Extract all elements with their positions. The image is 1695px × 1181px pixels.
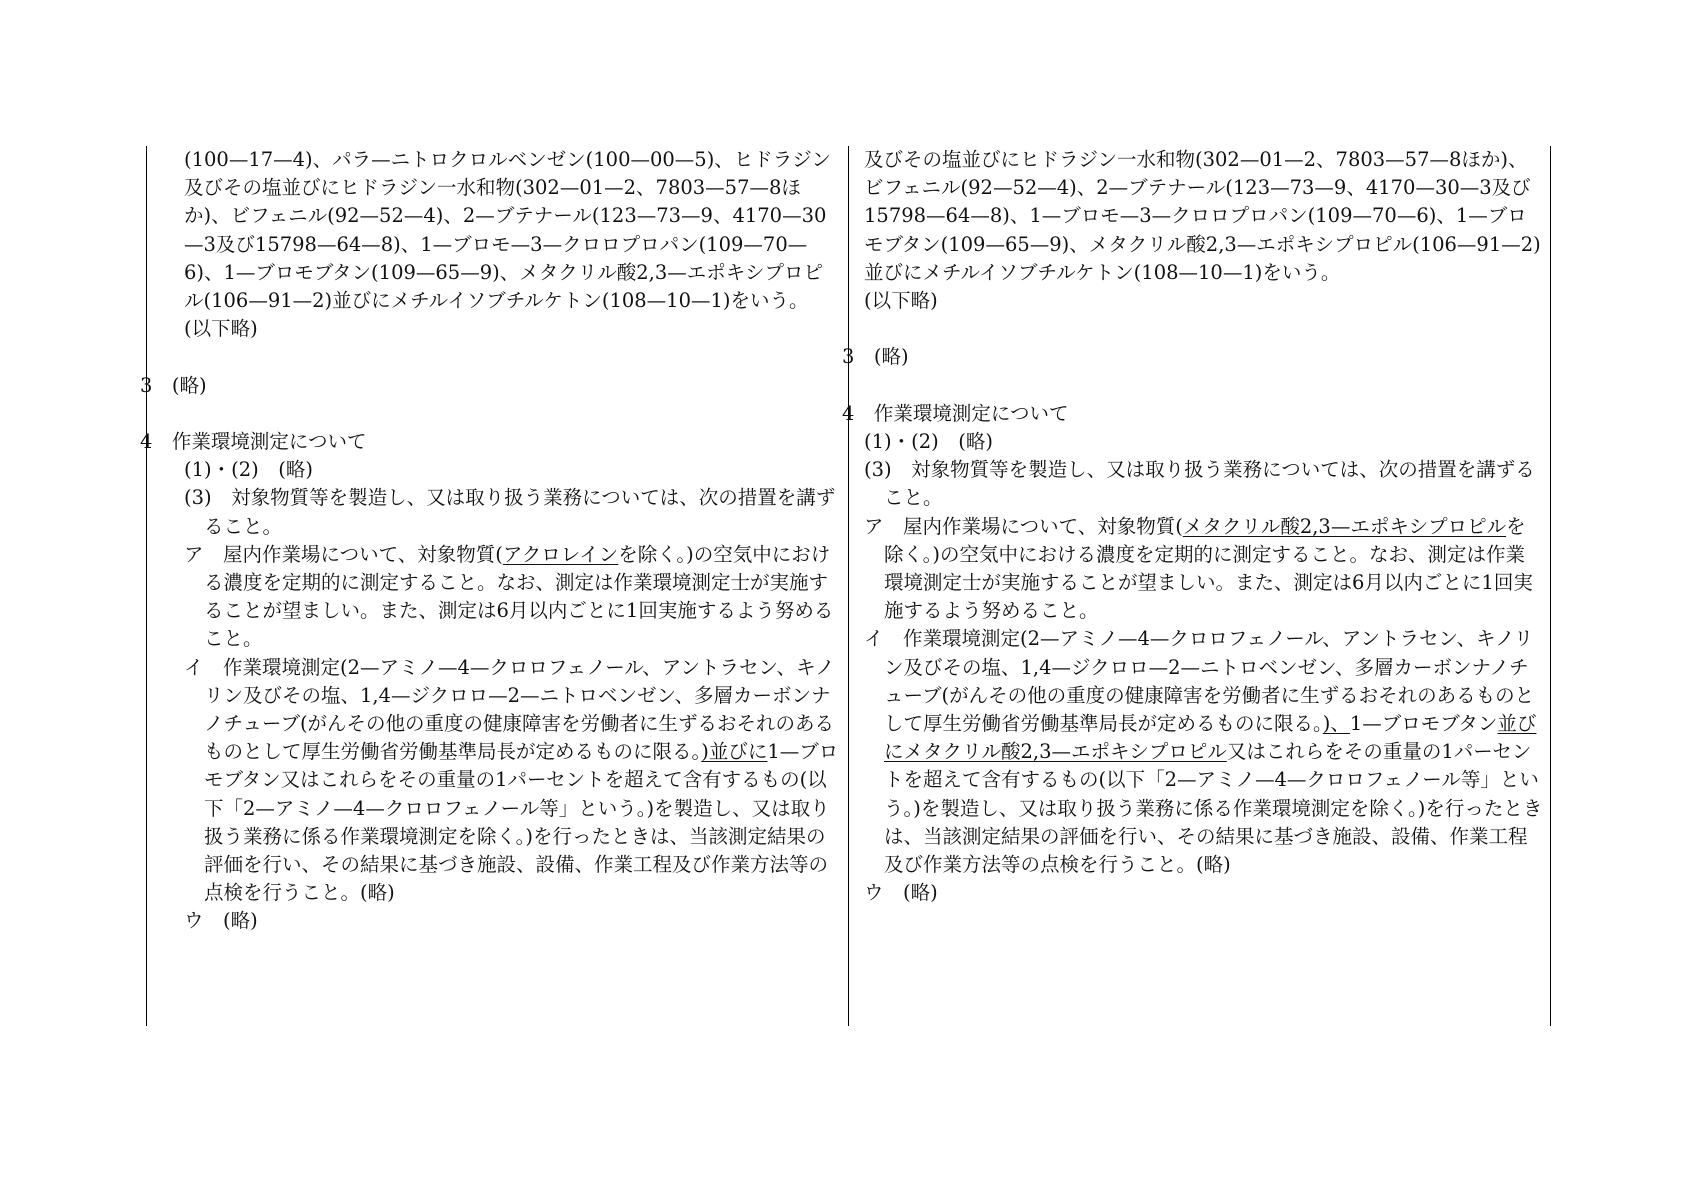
- item-a-underlined: アクロレイン: [502, 542, 619, 566]
- item-a-pre: ア 屋内作業場について、対象物質(: [864, 514, 1183, 538]
- item-i-pre: イ 作業環境測定(2—アミノ—4—クロロフェノール、アントラセン、キノリン及びその塩、1,4—ジクロロ—2—ニトロベンゼン、多層カーボンナノチューブ(がんその他の重度の健康障害を労働者に生ずるおそれのあるものとして厚生労働省労働基準局長が定めるものに限る。: [864, 627, 1535, 736]
- item-a-pre: ア 屋内作業場について、対象物質(: [184, 542, 503, 566]
- item-a-post: を除く。)の空気中における濃度を定期的に測定すること。なお、測定は作業環境測定士が実施することが望ましい。また、測定は6月以内ごとに1回実施するよう努めること。: [884, 514, 1533, 623]
- item-i: [162, 654, 842, 908]
- section-3: 3 (略): [842, 345, 909, 369]
- omitted-note: (以下略): [184, 317, 258, 341]
- section-4-title: 4 作業環境測定について: [842, 401, 1069, 425]
- item-a: [864, 513, 1544, 626]
- item-i-pre: イ 作業環境測定(2—アミノ—4—クロロフェノール、アントラセン、キノリン及びその塩、1,4—ジクロロ—2—ニトロベンゼン、多層カーボンナノチューブ(がんその他の重度の健康障害を労働者に生ずるおそれのあるものとして厚生労働省労働基準局長が定めるものに限る。: [184, 655, 835, 764]
- section-3: 3 (略): [140, 373, 207, 397]
- left-column: [140, 146, 842, 936]
- item-i-underlined: )並びに: [701, 740, 768, 764]
- chemical-list-text: (100—17—4)、パラ—ニトロクロルベンゼン(100—00—5)、ヒドラジン及びその塩並びにヒドラジン一水和物(302—01—2、7803—57—8ほか)、ビフェニル(92—52—4)、2—ブテナール(123—73—9、4170—30—3及び15798—64—8)、1—ブロモ—3—クロロプロパン(109—70—6)、1—ブロモブタン(109—65—9)、メタクリル酸2,3—エポキシプロピル(106—91—2)並びにメチルイソブチルケトン(108—10—1)をいう。: [184, 148, 831, 313]
- item-i-post: 又はこれらをその重量の1パーセントを超えて含有するもの(以下「2—アミノ—4—クロロフェノール等」という。)を製造し、又は取り扱う業務に係る作業環境測定を除く。)を行ったときは、当該測定結果の評価を行い、その結果に基づき施設、設備、作業工程及び作業方法等の点検を行うこと。(略): [884, 740, 1543, 877]
- item-1-2: (1)・(2) (略): [184, 458, 313, 482]
- right-border-line: [1550, 146, 1551, 1026]
- item-1-2: (1)・(2) (略): [864, 430, 993, 453]
- item-a-underlined: メタクリル酸2,3—エポキシプロピル: [1182, 514, 1507, 538]
- item-a: [162, 541, 842, 654]
- item-u: ウ (略): [864, 881, 938, 905]
- right-column: [842, 146, 1544, 907]
- item-i-underlined-1: )、: [1322, 712, 1350, 736]
- item-i: [864, 625, 1544, 879]
- item-i-post: 1—ブロモブタン又はこれらをその重量の1パーセントを超えて含有するもの(以下「2—アミノ—4—クロロフェノール等」という。)を製造し、又は取り扱う業務に係る作業環境測定を除く。)を行ったときは、当該測定結果の評価を行い、その結果に基づき施設、設備、作業工程及び作業方法等の点検を行うこと。(略): [204, 740, 839, 905]
- center-divider-line: [848, 146, 849, 1026]
- chemical-list-text: 及びその塩並びにヒドラジン一水和物(302—01—2、7803—57—8ほか)、ビフェニル(92—52—4)、2—ブテナール(123—73—9、4170—30—3及び15798—64—8)、1—ブロモ—3—クロロプロパン(109—70—6)、1—ブロモブタン(109—65—9)、メタクリル酸2,3—エポキシプロピル(106—91—2)並びにメチルイソブチルケトン(108—10—1)をいう。: [864, 148, 1541, 284]
- item-3: (3) 対象物質等を製造し、又は取り扱う業務については、次の措置を講ずること。: [184, 486, 836, 538]
- item-i-underlined-2: 並びにメタクリル酸2,3—エポキシプロピル: [884, 712, 1537, 764]
- section-4-title: 4 作業環境測定について: [140, 430, 367, 453]
- left-border-line: [146, 146, 147, 1026]
- omitted-note: (以下略): [864, 289, 938, 313]
- item-3: (3) 対象物質等を製造し、又は取り扱う業務については、次の措置を講ずること。: [864, 458, 1535, 510]
- item-a-post: を除く。)の空気中における濃度を定期的に測定すること。なお、測定は作業環境測定士が実施することが望ましい。また、測定は6月以内ごとに1回実施するよう努めること。: [204, 542, 834, 651]
- item-i-mid: 1—ブロモブタン: [1349, 712, 1498, 736]
- item-u: ウ (略): [184, 909, 258, 933]
